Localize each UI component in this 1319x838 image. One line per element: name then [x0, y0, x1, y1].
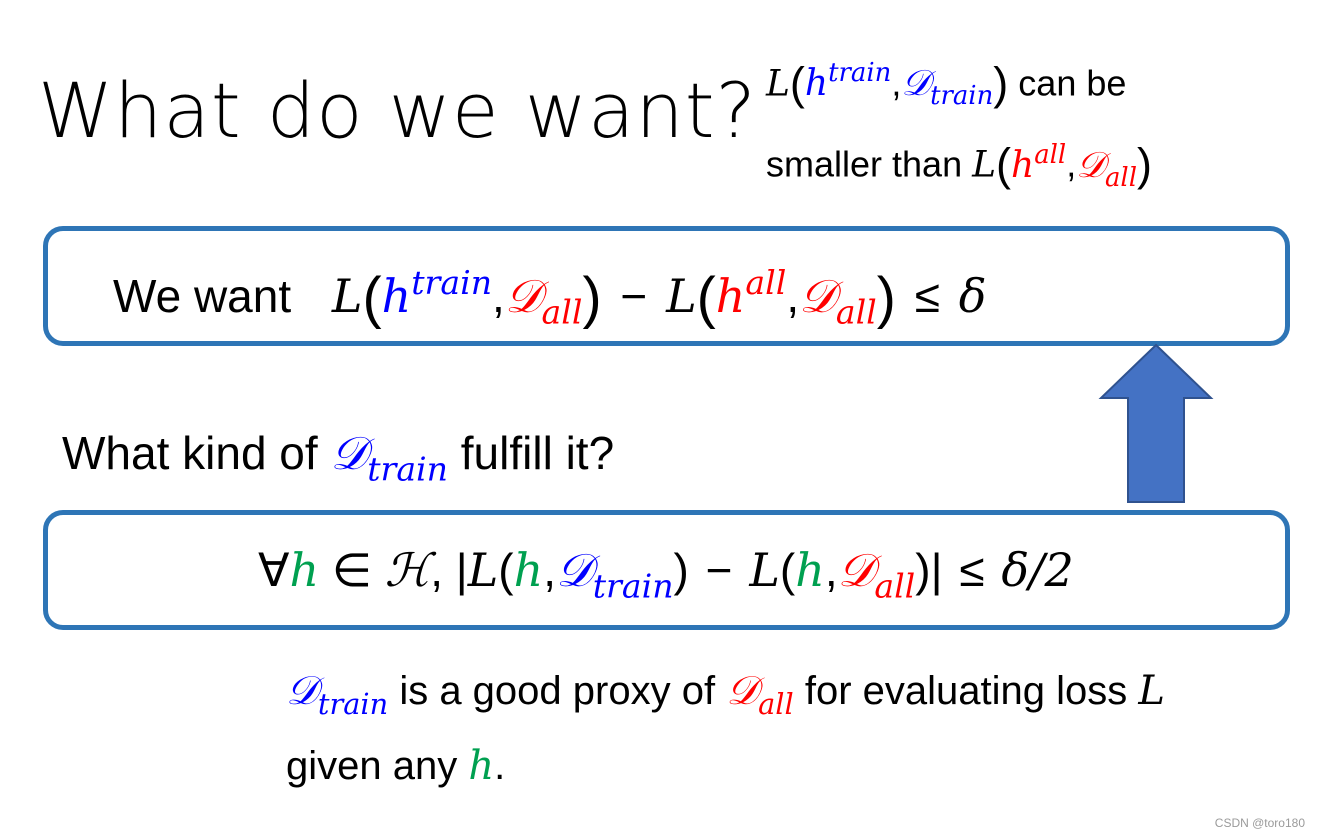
paren: ( — [779, 544, 796, 596]
paren: ) — [673, 544, 689, 596]
loss-symbol: L — [467, 543, 499, 597]
comma: , — [430, 544, 443, 596]
paren: ( — [996, 139, 1012, 191]
question-text: What kind of — [62, 427, 318, 479]
conclusion-text-2: given any — [286, 744, 458, 789]
d-all: 𝒟$_{all}$ — [1076, 144, 1138, 193]
conclusion — [286, 660, 1165, 797]
comma: , — [824, 544, 838, 596]
paren: ) — [993, 57, 1009, 109]
note-line-1 — [766, 44, 1152, 125]
h-train: $h^{train}$ — [804, 58, 892, 105]
conclusion-line-2 — [286, 735, 1165, 797]
d-all: 𝒟$_{all}$ — [837, 543, 916, 606]
conclusion-line-1 — [286, 660, 1165, 735]
loss-symbol: L — [666, 269, 697, 324]
d-train: 𝒟$_{train}$ — [330, 426, 448, 489]
paren: ( — [696, 265, 716, 330]
abs-bar: | — [930, 544, 943, 596]
loss-symbol: L — [1138, 668, 1165, 714]
condition-statement — [258, 535, 1074, 622]
d-all: 𝒟$_{all}$ — [726, 668, 794, 722]
leq: ≤ — [914, 270, 940, 323]
h: h — [513, 543, 544, 597]
page-title: What do we want? — [38, 66, 757, 155]
forall: ∀ — [258, 544, 290, 596]
loss-symbol: L — [972, 144, 997, 186]
h: h — [795, 543, 825, 597]
note-text-2: smaller than — [766, 143, 963, 185]
comma: , — [543, 544, 557, 596]
comma: , — [891, 62, 902, 104]
d-all: 𝒟$_{all}$ — [504, 269, 583, 332]
leq: ≤ — [959, 544, 985, 596]
h-train: $h^{train}$ — [381, 263, 493, 324]
delta-half: δ/2 — [1001, 543, 1074, 597]
delta: δ — [958, 269, 987, 324]
element-of: ∈ — [331, 544, 372, 596]
period: . — [494, 744, 506, 789]
hypothesis-set: ℋ — [384, 543, 431, 597]
loss-symbol: L — [766, 63, 790, 105]
we-want-label: We want — [113, 270, 292, 323]
minus: − — [620, 270, 648, 323]
h: h — [468, 743, 495, 790]
goal-statement — [113, 248, 986, 348]
d-train: 𝒟$_{train}$ — [901, 63, 994, 112]
abs-bar: | — [455, 544, 468, 596]
loss-symbol: L — [749, 543, 780, 597]
comma: , — [786, 270, 800, 323]
question — [62, 418, 614, 505]
paren: ) — [876, 265, 896, 330]
d-train: 𝒟$_{train}$ — [556, 543, 674, 606]
note-text-1: can be — [1018, 62, 1127, 104]
paren: ) — [915, 544, 931, 596]
watermark: CSDN @toro180 — [1214, 816, 1305, 830]
paren: ( — [789, 57, 805, 109]
conclusion-text-tail: for evaluating loss — [804, 669, 1128, 713]
paren: ( — [362, 265, 382, 330]
paren: ) — [582, 265, 602, 330]
d-all: 𝒟$_{all}$ — [799, 269, 877, 332]
paren: ( — [498, 544, 514, 596]
loss-symbol: L — [331, 269, 363, 324]
h: h — [289, 543, 320, 597]
minus: − — [705, 544, 733, 596]
d-train: 𝒟$_{train}$ — [286, 668, 389, 722]
note-line-2 — [766, 125, 1152, 206]
paren: ) — [1137, 139, 1153, 191]
up-arrow-icon — [1098, 343, 1214, 505]
comma: , — [492, 270, 505, 323]
note — [766, 44, 1152, 207]
question-text-end: fulfill it? — [460, 427, 615, 479]
conclusion-text: is a good proxy of — [399, 669, 716, 713]
h-all: $h^{all}$ — [1011, 139, 1067, 186]
comma: , — [1066, 143, 1077, 185]
h-all: $h^{all}$ — [715, 263, 787, 324]
